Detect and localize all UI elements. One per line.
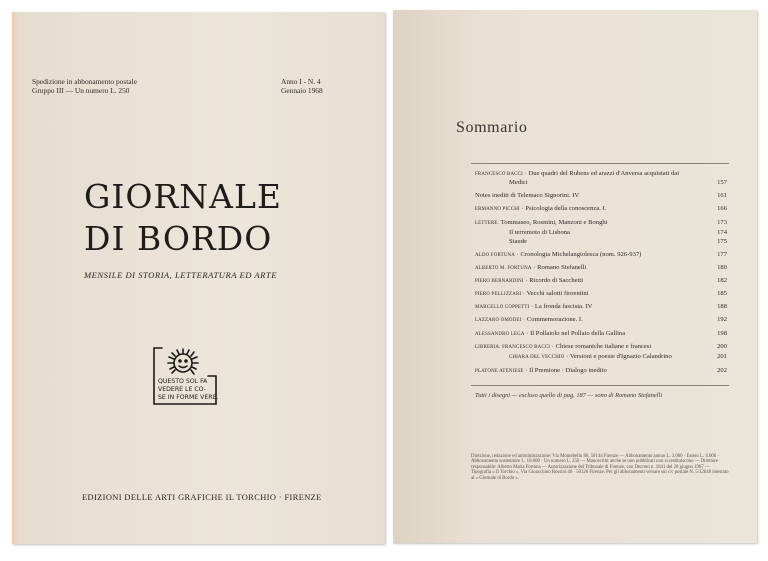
toc-author: PIERO BERNARDINI <box>475 279 524 284</box>
magazine-title-line-1: GIORNALE <box>84 177 283 216</box>
toc-page-number: 175 <box>717 238 727 245</box>
toc-title: · Psicologia della conoscenza. I. <box>519 205 607 212</box>
publisher-imprint: EDIZIONI DELLE ARTI GRAFICHE IL TORCHIO · FIRENZE <box>82 493 322 502</box>
toc-row <box>475 331 727 340</box>
toc-title: · Ricordo di Sacchetti <box>523 277 584 284</box>
colophon: Direzione, redazione ed amministrazione: Via Montebello 86, 50144 Firenze — Abbonamento annuo L. 3.000 · Estero L. 4.000 · Abbonamento sostenitore L. 10.000 · Un numero L. 250 — Manoscritti anche se non pubblicati non si restituiscono — Direttore responsabile: Alberto Maria Fortuna — Autorizzazione del Tribunale di Firenze, con Decreto n. 1841 del 20 giugno 1967 — Tipografia « Il Torchio », Via Gioacchino Rossini 40 · 50126 Firenze. Per gli abbonamenti versare sul c/c postale N. 5/12648 intestato al « Giornale di Bordo ». <box>471 454 729 481</box>
toc-page-number: 200 <box>717 343 727 350</box>
toc-title: Staude <box>509 238 527 245</box>
toc-title: Medici <box>509 179 528 186</box>
sun-emblem-logo <box>150 346 220 408</box>
toc-page-number: 202 <box>717 367 727 374</box>
toc-page-number: 192 <box>717 316 727 323</box>
toc-entry <box>475 193 579 200</box>
toc-title: · Chiese romaniche italiane e francesi <box>550 343 652 350</box>
toc-row <box>475 180 727 189</box>
toc-entry <box>475 206 606 213</box>
toc-author: CHIARA DEL VECCHIO <box>509 355 565 360</box>
toc-page-number: 182 <box>717 277 727 284</box>
toc-entry <box>475 317 583 324</box>
logo-motto-line-3: SE IN FORME VERE. <box>158 394 219 401</box>
toc-title: · Due quadri del Rubens ed arazzi d'Anversa acquistati dai <box>522 170 680 177</box>
toc-entry <box>475 304 592 311</box>
toc-author: PLATONE ATENIESE <box>475 369 524 374</box>
issue-number: Anno I - N. 4 <box>281 77 321 86</box>
toc-row <box>475 291 727 300</box>
toc-author: ALDO FORTUNA <box>475 253 516 258</box>
toc-entry <box>509 180 528 187</box>
toc-row <box>475 278 727 287</box>
toc-page-number: 157 <box>717 179 727 186</box>
toc-entry <box>475 331 625 338</box>
toc-row <box>475 304 727 313</box>
toc-page-number: 185 <box>717 290 727 297</box>
toc-author: PIERO PELLIZZARI <box>475 292 522 297</box>
toc-title: Notes inediti di Telemaco Signorini. IV <box>475 192 580 199</box>
toc-author: ERMANNO PICCHI <box>475 207 520 212</box>
toc-page-number: 174 <box>717 229 727 236</box>
toc-row <box>475 220 727 229</box>
toc-entry <box>475 171 679 178</box>
toc-entry <box>475 220 608 227</box>
contents-heading: Sommario <box>456 119 528 136</box>
illustration-credit: Tutti i disegni — escluso quello di pag. 187 — sono di Romano Stefanelli <box>475 392 663 399</box>
toc-title: · Cronologia Michelangiolesca (nom. 926-937) <box>515 251 642 258</box>
toc-entry <box>475 344 651 351</box>
toc-author: LIBRERIA: FRANCESCO BACCI <box>475 345 551 350</box>
toc-row <box>475 354 727 363</box>
contents-bottom-rule <box>471 385 729 386</box>
toc-title: · Commemorazione. I. <box>521 316 583 323</box>
toc-row <box>475 368 727 377</box>
shipping-info <box>32 77 137 95</box>
toc-author: LETTERE: <box>475 221 500 226</box>
toc-page-number: 188 <box>717 303 727 310</box>
toc-author: FRANCESCO BACCI <box>475 172 523 177</box>
toc-page-number: 198 <box>717 330 727 337</box>
toc-entry <box>509 230 570 237</box>
shipping-line-1: Spedizione in abbonamento postale <box>32 77 137 86</box>
toc-page-number: 173 <box>717 219 727 226</box>
toc-row <box>475 265 727 274</box>
toc-page-number: 177 <box>717 251 727 258</box>
magazine-subtitle: MENSILE DI STORIA, LETTERATURA ED ARTE <box>84 270 277 280</box>
contents-top-rule <box>471 163 729 164</box>
logo-motto-line-2: VEDERE LE CO- <box>158 386 206 393</box>
toc-row <box>475 239 727 248</box>
toc-title: · Vecchi salotti fiorentini <box>521 290 589 297</box>
toc-author: LAZZARO OMODEI <box>475 318 522 323</box>
toc-author: ALESSANDRO LEGA <box>475 332 525 337</box>
toc-entry <box>509 239 527 246</box>
toc-page-number: 180 <box>717 264 727 271</box>
toc-page-number: 161 <box>717 192 727 199</box>
toc-row <box>475 252 727 261</box>
toc-row <box>475 193 727 202</box>
toc-page-number: 201 <box>717 353 727 360</box>
magazine-title-line-2: DI BORDO <box>84 219 273 258</box>
toc-row <box>475 344 727 353</box>
toc-title: Tommaseo, Rosmini, Manzoni e Bonghi <box>499 219 608 226</box>
toc-title: · Romano Stefanelli <box>531 264 587 271</box>
logo-motto-line-1: QUESTO SOL FA <box>158 378 208 385</box>
toc-entry <box>475 278 583 285</box>
toc-title: · Versioni e poesie d'Ignazio Calandrino <box>564 353 672 360</box>
issue-info <box>281 77 323 95</box>
toc-title: Il terremoto di Lisbona <box>509 229 570 236</box>
toc-author: ALBERTO M. FORTUNA <box>475 266 532 271</box>
toc-title: · La fronda fascista. IV <box>529 303 593 310</box>
toc-entry <box>475 368 607 375</box>
toc-entry <box>475 291 589 298</box>
shipping-line-2: Gruppo III — Un numero L. 250 <box>32 86 130 95</box>
toc-title: · Il Premione · Dialogo inedito <box>523 367 607 374</box>
toc-row <box>475 206 727 215</box>
toc-page-number: 166 <box>717 205 727 212</box>
toc-entry <box>509 354 672 361</box>
toc-title: · Il Pollaiolo nel Pollaio della Gallina <box>524 330 626 337</box>
toc-author: MARCELLO COPPETTI <box>475 305 530 310</box>
toc-row <box>475 317 727 326</box>
toc-entry <box>475 265 586 272</box>
toc-entry <box>475 252 641 259</box>
issue-date: Gennaio 1968 <box>281 86 323 95</box>
